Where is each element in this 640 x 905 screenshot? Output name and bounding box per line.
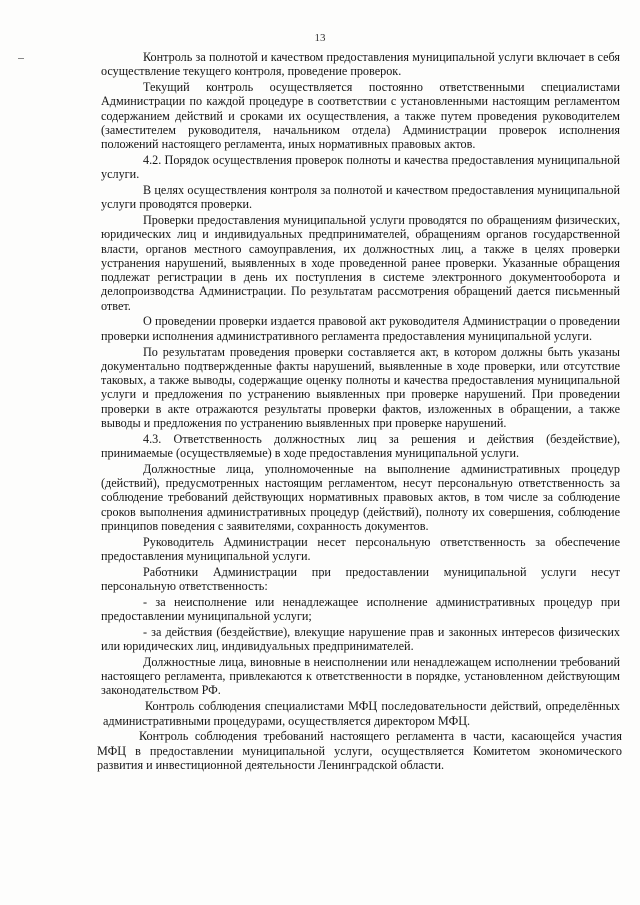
- paragraph: Должностные лица, виновные в неисполнении или ненадлежащем исполнении требований настоящего регламента, привлекаются к ответственности в порядке, установленном действующим законодательством РФ.: [101, 654, 620, 698]
- scan-mark: [18, 58, 24, 59]
- paragraph: Проверки предоставления муниципальной услуги проводятся по обращениям физических, юридических лиц и индивидуальных предпринимателей, обращениям органов государственной власти, органов местного самоуправления, их должностных лиц, а также в целях проверки устранения нарушений, выявленных в ходе проведенной ранее проверки. Указанные обращения подлежат регистрации в день их поступления в системе электронного документооборота и делопроизводства Администрации. По результатам рассмотрения обращений дается письменный ответ.: [101, 213, 620, 313]
- section-heading-4-2: 4.2. Порядок осуществления проверок полноты и качества предоставления муниципальной услуги.: [101, 152, 620, 182]
- paragraph: Работники Администрации при предоставлении муниципальной услуги несут персональную ответственность:: [101, 564, 620, 593]
- paragraph: Должностные лица, уполномоченные на выполнение административных процедур (действий), предусмотренных настоящим регламентом, несут персональную ответственность за соблюдение требований действующих нормативных правовых актов, в том числе за соблюдение сроков выполнения административных процедур (действий), полноту их совершения, соблюдение принципов поведения с заявителями, сохранность документов.: [101, 461, 620, 533]
- paragraph: Контроль за полнотой и качеством предоставления муниципальной услуги включает в себя осуществление текущего контроля, проведение проверок.: [101, 50, 620, 79]
- page-number: 13: [314, 32, 326, 44]
- paragraph: Текущий контроль осуществляется постоянно ответственными специалистами Администрации по каждой процедуре в соответствии с установленными настоящим регламентом содержанием действий и сроками их осуществления, а также путем проведения руководителем (заместителем руководителя, начальником отдела) Администрации проверок исполнения положений настоящего регламента, иных нормативных правовых актов.: [101, 80, 620, 152]
- paragraph: В целях осуществления контроля за полнотой и качеством предоставления муниципальной услуги проводятся проверки.: [101, 183, 620, 212]
- paragraph: О проведении проверки издается правовой акт руководителя Администрации о проведении проверки исполнения административного регламента предоставления муниципальной услуги.: [101, 314, 620, 343]
- paragraph: Контроль соблюдения требований настоящего регламента в части, касающейся участия МФЦ в предоставлении муниципальной услуги, осуществляется Комитетом экономического развития и инвестиционной деятельности Ленинградской области.: [97, 729, 622, 772]
- document-body: [97, 50, 622, 774]
- paragraph: Руководитель Администрации несет персональную ответственность за обеспечение предоставления муниципальной услуги.: [101, 534, 620, 563]
- paragraph: Контроль соблюдения специалистами МФЦ последовательности действий, определённых административными процедурами, осуществляется директором МФЦ.: [103, 699, 620, 728]
- list-item: - за неисполнение или ненадлежащее исполнение административных процедур при предоставлении муниципальной услуги;: [101, 594, 620, 624]
- list-item: - за действия (бездействие), влекущие нарушение прав и законных интересов физических или юридических лиц, индивидуальных предпринимателей.: [101, 624, 620, 654]
- section-heading-4-3: 4.3. Ответственность должностных лиц за решения и действия (бездействие), принимаемые (осуществляемые) в ходе предоставления муниципальной услуги.: [101, 431, 620, 460]
- paragraph: По результатам проведения проверки составляется акт, в котором должны быть указаны документально подтвержденные факты нарушений, выявленные в ходе проверки, или отсутствие таковых, а также выводы, содержащие оценку полноты и качества предоставления муниципальной услуги и предложения по устранению выявленных при проверке нарушений. При проведении проверки в акте отражаются результаты проверки фактов, изложенных в обращении, а также выводы и предложения по устранению выявленных при проверке нарушений.: [101, 344, 620, 430]
